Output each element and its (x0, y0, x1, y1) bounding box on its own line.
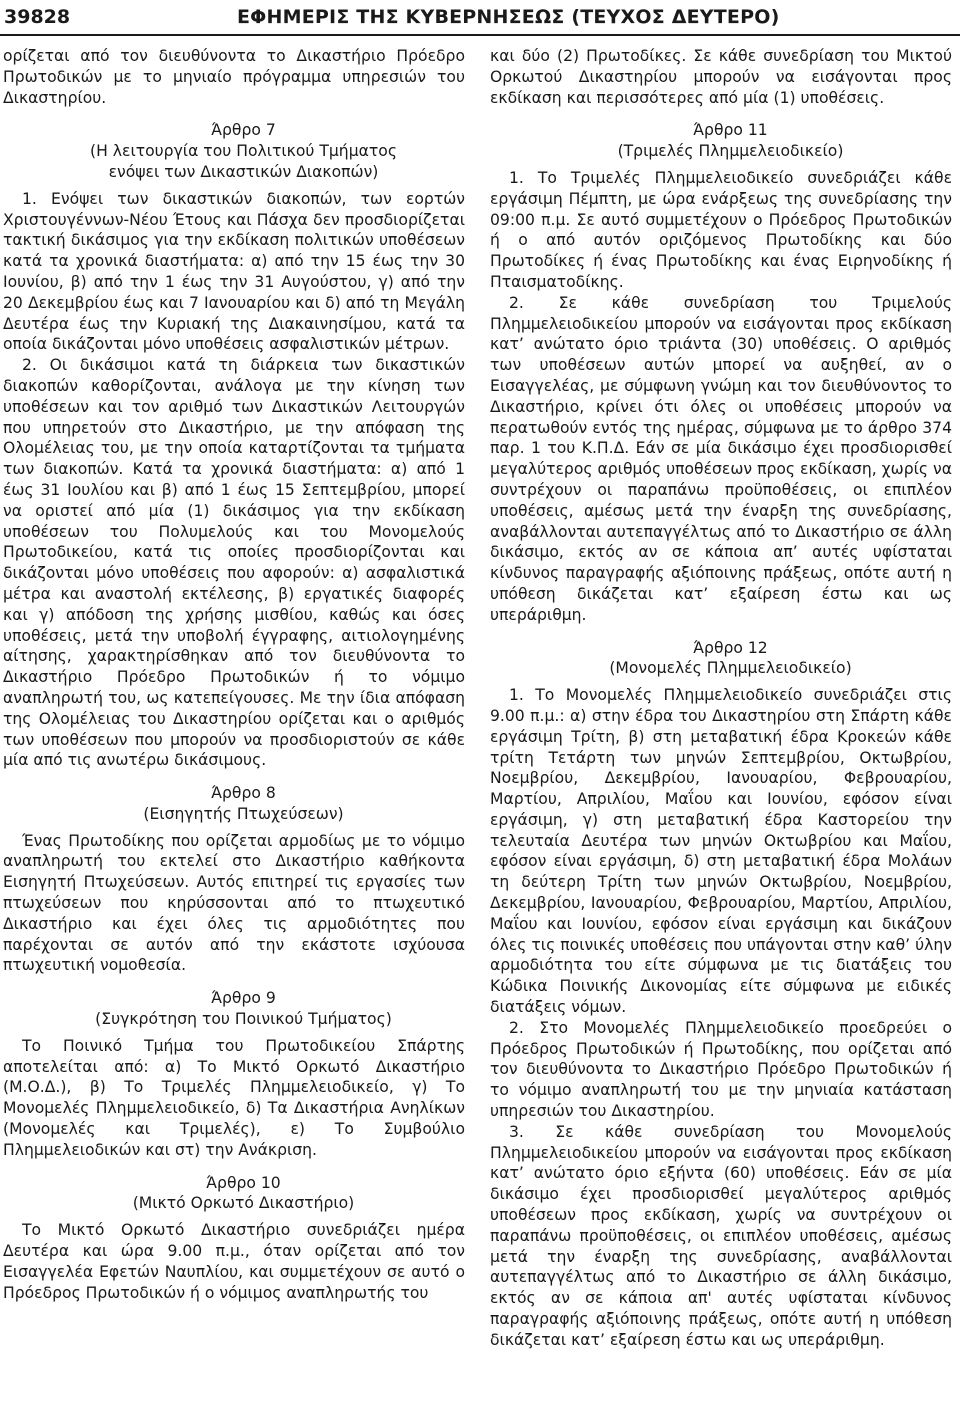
paragraph-continuation: ορίζεται από τον διευθύνοντα το Δικαστήριο Πρόεδρο Πρωτοδικών με το μηνιαίο πρόγραμμα υπηρεσιών του Δικαστηρίου. (3, 47, 465, 107)
article-paragraph: 1. Το Τριμελές Πλημμελειοδικείο συνεδριάζει κάθε εργάσιμη Πέμπτη, με ώρα ενάρξεως της συνεδρίασης την 09:00 π.μ. Σε αυτό συμμετέχουν ο Πρόεδρος Πρωτοδικών ή ο από αυτόν οριζόμενος Πρωτοδίκης και δύο Πρωτοδίκες ή ένας Πρωτοδίκης και ένας Ειρηνοδίκης ή Πταισματοδίκης. (490, 168, 952, 291)
article-title: Άρθρο 10 (206, 1173, 281, 1192)
article-subtitle: ενόψει των Δικαστικών Διακοπών) (108, 162, 379, 181)
left-column (3, 46, 465, 1303)
article-paragraph: 1. Το Μονομελές Πλημμελειοδικείο συνεδριάζει στις 9.00 π.μ.: α) στην έδρα του Δικαστηρίου στη Σπάρτη κάθε εργάσιμη Τρίτη, β) στη μεταβατική έδρα Κροκεών κάθε τρίτη Τετάρτη των μηνών Σεπτεμβρίου, Οκτωβρίου, Νοεμβρίου, Δεκεμβρίου, Ιανουαρίου, Φεβρουαρίου, Μαρτίου, Απριλίου, Μαΐου και Ιουνίου, εφόσον είναι εργάσιμη, γ) στη μεταβατική έδρα Καστορείου την τελευταία Δευτέρα των μηνών Οκτωβρίου και Μαΐου, εφόσον είναι εργάσιμη, δ) στη μεταβατική έδρα Μολάων τη δεύτερη Τρίτη των μηνών Οκτωβρίου, Νοεμβρίου, Δεκεμβρίου, Ιανουαρίου, Φεβρουαρίου, Μαρτίου, Απριλίου, Μαΐου και Ιουνίου, εφόσον είναι εργάσιμη και δικάζουν όλες τις ποινικές υποθέσεις που υπάγονται στην καθ’ ύλην αρμοδιότητα του είτε σύμφωνα με τις διατάξεις του Κώδικα Ποινικής Δικονομίας είτε σύμφωνα με ειδικές διατάξεις νόμων. (490, 686, 952, 1017)
article-paragraph: 2. Οι δικάσιμοι κατά τη διάρκεια των δικαστικών διακοπών καθορίζονται, ανάλογα με την κίνηση των υποθέσεων και τον αριθμό των Δικαστικών Λειτουργών που υπηρετούν στο Δικαστήριο, με την απόφαση της Ολομέλειας του, με την οποία καταρτίζονται τα τμήματα των διακοπών. Κατά τα χρονικά διαστήματα: α) από 1 έως 31 Ιουλίου και β) από 1 έως 15 Σεπτεμβρίου, μπορεί να οριστεί από μία (1) δικάσιμος για την εκδίκαση υποθέσεων του Πολυμελούς και του Μονομελούς Πρωτοδικείου, κατά τις οποίες προσδιορίζονται και δικάζονται μόνο υποθέσεις που αφορούν: α) ασφαλιστικά μέτρα και αναστολή εκτέλεσης, β) εργατικές διαφορές και γ) απόδοση της χρήσης μισθίου, καθώς και όσες υποθέσεις, μετά την υποβολή έγγραφης, αιτιολογημένης αίτησης, χαρακτηρίσθηκαν από τον διευθύνοντα το Δικαστήριο Πρόεδρο Πρωτοδικών ή το νόμιμο αναπληρωτή του, ως κατεπείγουσες. Με την ίδια απόφαση της Ολομέλειας του Δικαστηρίου ορίζεται και ο αριθμός των υποθέσεων που μπορούν να προσδιοριστούν σε κάθε μία από τις ανωτέρω δικάσιμους. (3, 356, 465, 770)
article-title: Άρθρο 7 (211, 121, 276, 140)
article-title: Άρθρο 12 (693, 638, 768, 657)
article-8-heading (3, 783, 465, 825)
article-subtitle: (Η λειτουργία του Πολιτικού Τμήματος (90, 142, 397, 161)
right-column (490, 46, 952, 1351)
article-paragraph: 3. Σε κάθε συνεδρίαση του Μονομελούς Πλημμελειοδικείου μπορούν να εισάγονται προς εκδίκαση κατ’ ανώτατο όριο εξήντα (60) υποθέσεις. Εάν σε μία δικάσιμο έχει προσδιορισθεί μεγαλύτερος αριθμός υποθέσεων προς εκδίκαση, χωρίς να συντρέχουν οι παραπάνω προϋποθέσεις, οι επιπλέον υποθέσεις, αμέσως μετά την έναρξη της συνεδρίασης, αναβάλλονται αυτεπαγγέλτως από το Δικαστήριο σε άλλη δικάσιμο, εκτός αν σε κάποια απ' αυτές υφίσταται κίνδυνος παραγραφής αξιόποινης πράξεως, οπότε αυτή η υπόθεση δικάζεται κατ’ εξαίρεση έστω και ως υπεράριθμη. (490, 1122, 952, 1349)
article-paragraph: Ένας Πρωτοδίκης που ορίζεται αρμοδίως με το νόμιμο αναπληρωτή του εκτελεί στο Δικαστήριο καθήκοντα Εισηγητή Πτωχεύσεων. Αυτός επιτηρεί τις εργασίες των πτωχεύσεων που κηρύσσονται από το πτωχευτικό Δικαστήριο και έχει όλες τις αρμοδιότητες που παρέχονται σε αυτόν από την εκάστοτε ισχύουσα πτωχευτική νομοθεσία. (3, 831, 465, 975)
article-paragraph: 1. Ενόψει των δικαστικών διακοπών, των εορτών Χριστουγέννων-Νέου Έτους και Πάσχα δεν προσδιορίζεται τακτική δικάσιμος για την εκδίκαση πολιτικών υποθέσεων κατά τα χρονικά διαστήματα: α) από την 15 έως την 30 Ιουνίου, β) από την 1 έως την 31 Αυγούστου, γ) από την 20 Δεκεμβρίου έως και 7 Ιανουαρίου και δ) από τη Μεγάλη Δευτέρα έως την Κυριακή της Διακαινησίμου, κατά τα οποία δικάζονται μόνο υποθέσεις ασφαλιστικών μέτρων. (3, 189, 465, 354)
article-7-heading (3, 120, 465, 182)
page-header (0, 0, 960, 36)
article-paragraph: Το Ποινικό Τμήμα του Πρωτοδικείου Σπάρτης αποτελείται από: α) Το Μικτό Ορκωτό Δικαστήριο (Μ.Ο.Δ.), β) Το Τριμελές Πλημμελειοδικείο, γ) Το Μονομελές Πλημμελειοδικείο, δ) Τα Δικαστήρια Ανηλίκων (Μονομελές και Τριμελές), ε) Το Συμβούλιο Πλημμελειοδικών και στ) την Ανάκριση. (3, 1036, 465, 1159)
article-subtitle: (Εισηγητής Πτωχεύσεων) (143, 804, 344, 823)
article-subtitle: (Συγκρότηση του Ποινικού Τμήματος) (95, 1010, 392, 1029)
article-9-heading (3, 988, 465, 1030)
article-11-heading (490, 120, 952, 162)
gazette-title: ΕΦΗΜΕΡΙΣ ΤΗΣ ΚΥΒΕΡΝΗΣΕΩΣ (ΤΕΥΧΟΣ ΔΕΥΤΕΡΟ) (237, 6, 780, 28)
article-paragraph: Το Μικτό Ορκωτό Δικαστήριο συνεδριάζει ημέρα Δευτέρα και ώρα 9.00 π.μ., όταν ορίζεται από τον Εισαγγελέα Εφετών Ναυπλίου, και συμμετέχουν σε αυτό ο Πρόεδρος Πρωτοδικών ή ο νόμιμος αναπληρωτής του (3, 1221, 465, 1302)
paragraph-continuation: και δύο (2) Πρωτοδίκες. Σε κάθε συνεδρίαση του Μικτού Ορκωτού Δικαστηρίου μπορούν να εισάγονται προς εκδίκαση και περισσότερες από μία (1) υποθέσεις. (490, 47, 952, 107)
article-title: Άρθρο 11 (693, 121, 768, 140)
article-paragraph: 2. Στο Μονομελές Πλημμελειοδικείο προεδρεύει ο Πρόεδρος Πρωτοδικών ή Πρωτοδίκης, που ορίζεται από τον διευθύνοντα το Δικαστήριο Πρόεδρο Πρωτοδικών ή το νόμιμο αναπληρωτή του με την μηνιαία κατάσταση υπηρεσιών του Δικαστηρίου. (490, 1018, 952, 1121)
article-title: Άρθρο 9 (211, 989, 276, 1008)
page-number: 39828 (4, 6, 71, 28)
article-title: Άρθρο 8 (211, 784, 276, 803)
article-subtitle: (Μικτό Ορκωτό Δικαστήριο) (132, 1194, 355, 1213)
article-10-heading (3, 1173, 465, 1215)
article-subtitle: (Μονομελές Πλημμελειοδικείο) (609, 659, 852, 678)
article-subtitle: (Τριμελές Πλημμελειοδικείο) (617, 142, 844, 161)
article-paragraph: 2. Σε κάθε συνεδρίαση του Τριμελούς Πλημμελειοδικείου μπορούν να εισάγονται προς εκδίκαση κατ’ ανώτατο όριο τριάντα (30) υποθέσεις. Ο αριθμός των υποθέσεων αυτών μπορεί να αυξηθεί, αν ο Εισαγγελέας, με σύμφωνη γνώμη και τον διευθύνοντος το Δικαστήριο, κρίνει ότι όλες οι υποθέσεις μπορούν να περατωθούν εντός της ημέρας, σύμφωνα με το άρθρο 374 παρ. 1 του Κ.Π.Δ. Εάν σε μία δικάσιμο έχει προσδιορισθεί μεγαλύτερος αριθμός υποθέσεων προς εκδίκαση, χωρίς να συντρέχουν οι παραπάνω προϋποθέσεις, οι επιπλέον υποθέσεις, αμέσως μετά την έναρξη της συνεδρίασης, αναβάλλονται αυτεπαγγέλτως από το Δικαστήριο σε άλλη δικάσιμο, εκτός αν σε κάποια απ’ αυτές υφίσταται κίνδυνος παραγραφής αξιόποινης πράξεως, οπότε αυτή η υπόθεση δικάζεται κατ’ εξαίρεση έστω και ως υπεράριθμη. (490, 293, 952, 624)
article-12-heading (490, 638, 952, 680)
